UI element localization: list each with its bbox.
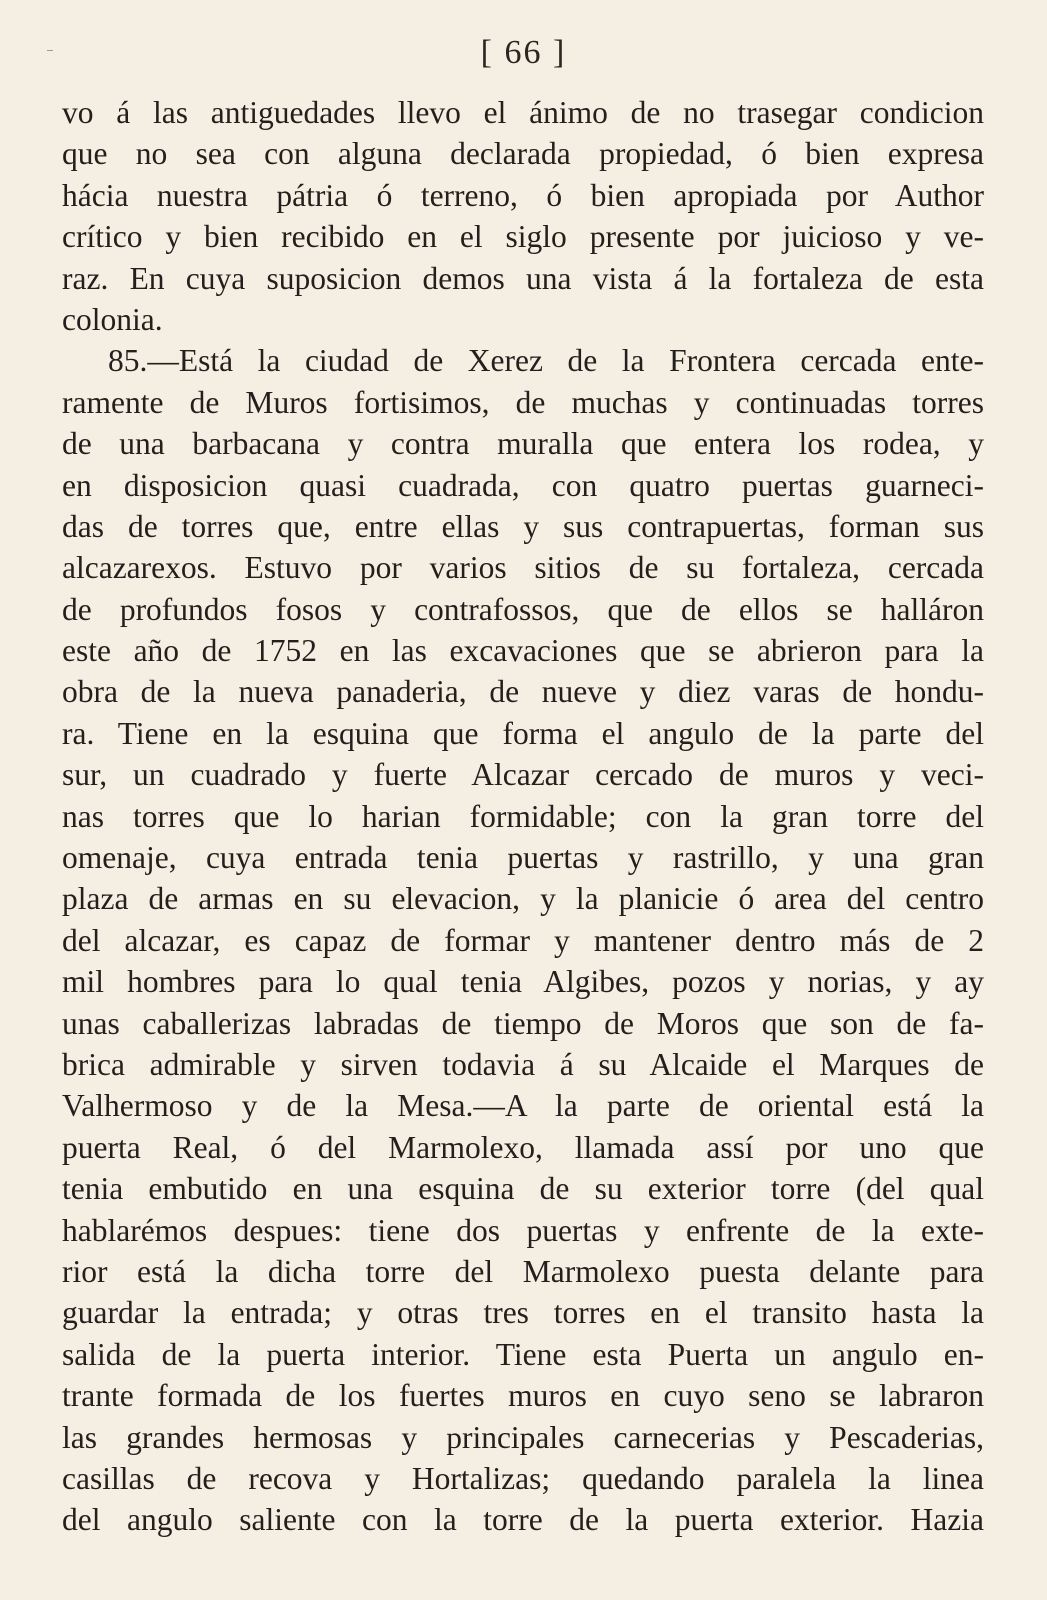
text-line: mil hombres para lo qual tenia Algibes, pozos y norias, y ay — [62, 964, 984, 1000]
text-line: que no sea con alguna declarada propiedad, ó bien expresa — [62, 136, 984, 172]
text-line: plaza de armas en su elevacion, y la planicie ó area del centro — [62, 881, 984, 917]
page-number: [ 66 ] — [480, 34, 567, 71]
text-line: guardar la entrada; y otras tres torres en el transito hasta la — [62, 1295, 984, 1331]
text-line: casillas de recova y Hortalizas; quedando paralela la linea — [62, 1460, 984, 1496]
text-line: raz. En cuya suposicion demos una vista á la fortaleza de esta — [62, 260, 984, 296]
text-line: sur, un cuadrado y fuerte Alcazar cercado de muros y veci- — [62, 757, 984, 793]
text-line: omenaje, cuya entrada tenia puertas y rastrillo, y una gran — [62, 840, 984, 876]
text-line: crítico y bien recibido en el siglo presente por juicioso y ve- — [62, 219, 984, 255]
text-line: tenia embutido en una esquina de su exterior torre (del qual — [62, 1171, 984, 1207]
text-line: del angulo saliente con la torre de la puerta exterior. Hazia — [62, 1502, 984, 1538]
text-line: nas torres que lo harian formidable; con la gran torre del — [62, 798, 984, 834]
text-line: este año de 1752 en las excavaciones que se abrieron para la — [62, 633, 984, 669]
text-line: hácia nuestra pátria ó terreno, ó bien apropiada por Author — [62, 177, 984, 213]
text-line: 85.—Está la ciudad de Xerez de la Frontera cercada ente- — [108, 343, 984, 379]
text-line: unas caballerizas labradas de tiempo de Moros que son de fa- — [62, 1005, 984, 1041]
text-line: rior está la dicha torre del Marmolexo puesta delante para — [62, 1253, 984, 1289]
text-line: colonia. — [62, 301, 163, 337]
text-line: das de torres que, entre ellas y sus contrapuertas, forman sus — [62, 508, 984, 544]
text-line: ramente de Muros fortisimos, de muchas y continuadas torres — [62, 384, 984, 420]
text-line: vo á las antiguedades llevo el ánimo de no trasegar condicion — [62, 95, 984, 130]
text-line: de una barbacana y contra muralla que entera los rodea, y — [62, 426, 984, 462]
text-line: en disposicion quasi cuadrada, con quatro puertas guarneci- — [62, 467, 984, 503]
text-line: alcazarexos. Estuvo por varios sitios de su fortaleza, cercada — [62, 550, 984, 586]
text-line: puerta Real, ó del Marmolexo, llamada assí por uno que — [62, 1129, 984, 1165]
text-line: trante formada de los fuertes muros en cuyo seno se labraron — [62, 1378, 984, 1414]
text-line: Valhermoso y de la Mesa.—A la parte de oriental está la — [62, 1088, 984, 1124]
text-line: del alcazar, es capaz de formar y mantener dentro más de 2 — [62, 922, 984, 958]
text-line: obra de la nueva panaderia, de nueve y diez varas de hondu- — [62, 674, 984, 710]
text-line: ra. Tiene en la esquina que forma el angulo de la parte del — [62, 715, 984, 751]
text-line: de profundos fosos y contrafossos, que de ellos se halláron — [62, 591, 984, 627]
text-line: las grandes hermosas y principales carnecerias y Pescaderias, — [62, 1419, 984, 1455]
text-line: salida de la puerta interior. Tiene esta Puerta un angulo en- — [62, 1336, 984, 1372]
body-text — [62, 92, 984, 1541]
text-line: hablarémos despues: tiene dos puertas y enfrente de la exte- — [62, 1212, 984, 1248]
text-line: brica admirable y sirven todavia á su Alcaide el Marques de — [62, 1046, 984, 1082]
